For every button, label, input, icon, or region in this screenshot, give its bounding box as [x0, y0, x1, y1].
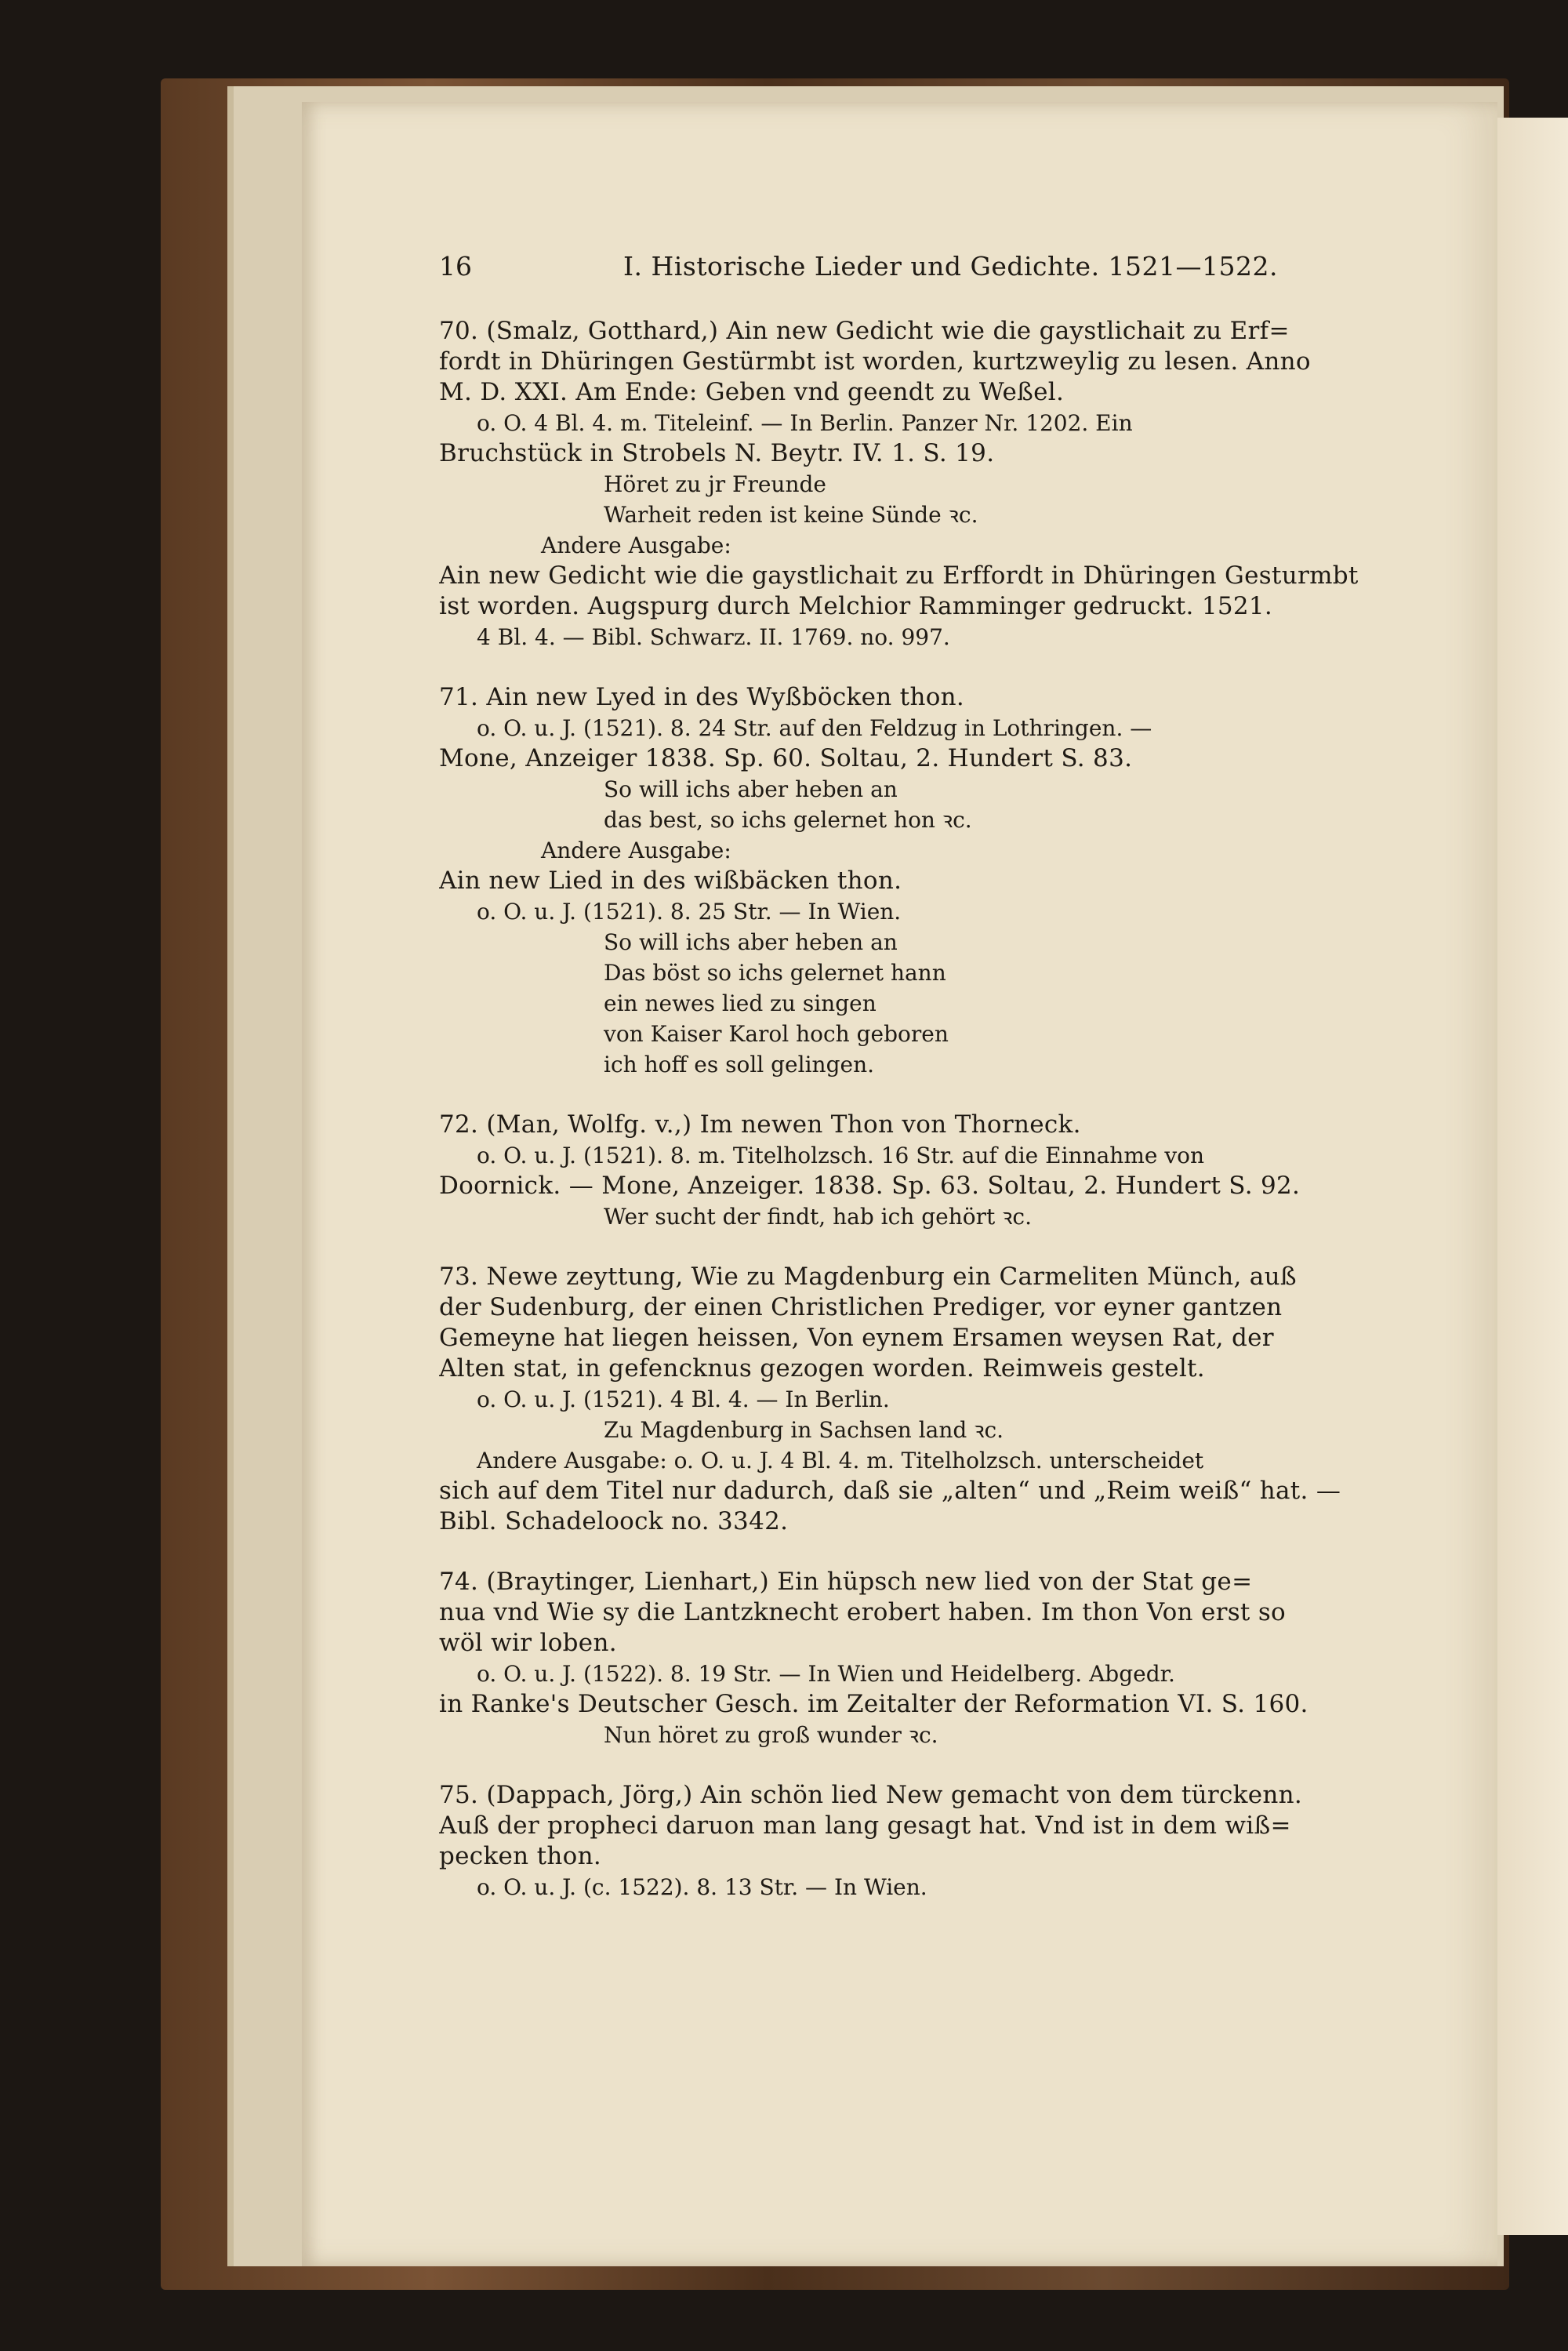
entry-line: Andere Ausgabe: [541, 838, 731, 863]
entry-line: 72. (Man, Wolfg. v.,) Im newen Thon von Thorneck. [439, 1110, 1081, 1139]
entry-line: 70. (Smalz, Gotthard,) Ain new Gedicht wie die gaystlichait zu Erf= [439, 317, 1290, 345]
entry-line: das best, so ichs gelernet hon ꝛc. [604, 807, 972, 833]
entry-line: 74. (Braytinger, Lienhart,) Ein hüpsch new lied von der Stat ge= [439, 1568, 1253, 1596]
entry-line: o. O. u. J. (1521). 8. m. Titelholzsch. 16 Str. auf die Einnahme von [477, 1143, 1205, 1168]
entry-line: Doornick. — Mone, Anzeiger. 1838. Sp. 63. Soltau, 2. Hundert S. 92. [439, 1172, 1301, 1200]
entry-line: M. D. XXI. Am Ende: Geben vnd geendt zu Weßel. [439, 378, 1065, 406]
running-header [439, 251, 1482, 282]
entry-line: Auß der propheci daruon man lang gesagt hat. Vnd ist in dem wiß= [439, 1811, 1291, 1840]
entry-line: Ain new Gedicht wie die gaystlichait zu Erffordt in Dhüringen Gesturmbt [439, 561, 1359, 590]
entry-line: Andere Ausgabe: [541, 532, 731, 558]
entry-line: nua vnd Wie sy die Lantzknecht erobert haben. Im thon Von erst so [439, 1598, 1287, 1626]
entry-line: 75. (Dappach, Jörg,) Ain schön lied New gemacht von dem türckenn. [439, 1781, 1303, 1809]
entry-line: Warheit reden ist keine Sünde ꝛc. [604, 502, 978, 528]
running-title: I. Historische Lieder und Gedichte. 1521—1522. [623, 251, 1278, 282]
bibliography-entry [439, 682, 1482, 1080]
entry-line: o. O. u. J. (c. 1522). 8. 13 Str. — In Wien. [477, 1874, 927, 1900]
entry-line: o. O. u. J. (1521). 4 Bl. 4. — In Berlin. [477, 1386, 890, 1412]
entry-line: 73. Newe zeyttung, Wie zu Magdenburg ein Carmeliten Münch, auß [439, 1263, 1297, 1291]
entry-line: Bruchstück in Strobels N. Beytr. IV. 1. S. 19. [439, 439, 995, 467]
entry-line: fordt in Dhüringen Gestürmbt ist worden, kurtzweylig zu lesen. Anno [439, 347, 1311, 376]
entry-line: 71. Ain new Lyed in des Wyßböcken thon. [439, 683, 965, 711]
page-text [439, 251, 1482, 1932]
entry-line: Gemeyne hat liegen heissen, Von eynem Ersamen weysen Rat, der [439, 1324, 1274, 1352]
entry-line: in Ranke's Deutscher Gesch. im Zeitalter der Reformation VI. S. 160. [439, 1690, 1308, 1718]
entry-line: sich auf dem Titel nur dadurch, daß sie „alten“ und „Reim weiß“ hat. — [439, 1477, 1341, 1505]
entry-line: 4 Bl. 4. — Bibl. Schwarz. II. 1769. no. 997. [477, 624, 950, 650]
facing-page-edge [1497, 118, 1568, 2235]
entry-line: o. O. u. J. (1521). 8. 25 Str. — In Wien. [477, 899, 902, 925]
bibliography-entry [439, 1567, 1482, 1750]
entry-line: Höret zu jr Freunde [604, 471, 826, 497]
entry-line: o. O. 4 Bl. 4. m. Titeleinf. — In Berlin. Panzer Nr. 1202. Ein [477, 410, 1133, 436]
entry-line: Alten stat, in gefencknus gezogen worden. Reimweis gestelt. [439, 1354, 1205, 1383]
bibliography-entry [439, 1262, 1482, 1537]
bibliography-entry [439, 1780, 1482, 1902]
entry-line: o. O. u. J. (1522). 8. 19 Str. — In Wien und Heidelberg. Abgedr. [477, 1661, 1175, 1687]
entry-line: ist worden. Augspurg durch Melchior Ramminger gedruckt. 1521. [439, 592, 1273, 620]
entry-line: der Sudenburg, der einen Christlichen Prediger, vor eyner gantzen [439, 1293, 1283, 1321]
entry-line: Ain new Lied in des wißbäcken thon. [439, 867, 902, 895]
entry-line: Wer sucht der findt, hab ich gehört ꝛc. [604, 1204, 1032, 1230]
entry-line: So will ichs aber heben an [604, 929, 898, 955]
entry-line: Nun höret zu groß wunder ꝛc. [604, 1722, 938, 1748]
entry-line: Bibl. Schadeloock no. 3342. [439, 1507, 789, 1535]
entries-list [439, 316, 1482, 1902]
page-number: 16 [439, 251, 472, 282]
bibliography-entry [439, 316, 1482, 652]
entry-line: o. O. u. J. (1521). 8. 24 Str. auf den Feldzug in Lothringen. — [477, 715, 1152, 741]
entry-line: Das böst so ichs gelernet hann [604, 960, 946, 986]
entry-line: Zu Magdenburg in Sachsen land ꝛc. [604, 1417, 1004, 1443]
entry-line: ich hoff es soll gelingen. [604, 1052, 874, 1077]
entry-line: Mone, Anzeiger 1838. Sp. 60. Soltau, 2. Hundert S. 83. [439, 744, 1133, 772]
bibliography-entry [439, 1110, 1482, 1232]
entry-line: So will ichs aber heben an [604, 776, 898, 802]
entry-line: wöl wir loben. [439, 1629, 617, 1657]
entry-line: pecken thon. [439, 1842, 602, 1870]
entry-line: Andere Ausgabe: o. O. u. J. 4 Bl. 4. m. Titelholzsch. unterscheidet [477, 1448, 1204, 1473]
entry-line: von Kaiser Karol hoch geboren [604, 1021, 949, 1047]
entry-line: ein newes lied zu singen [604, 990, 877, 1016]
